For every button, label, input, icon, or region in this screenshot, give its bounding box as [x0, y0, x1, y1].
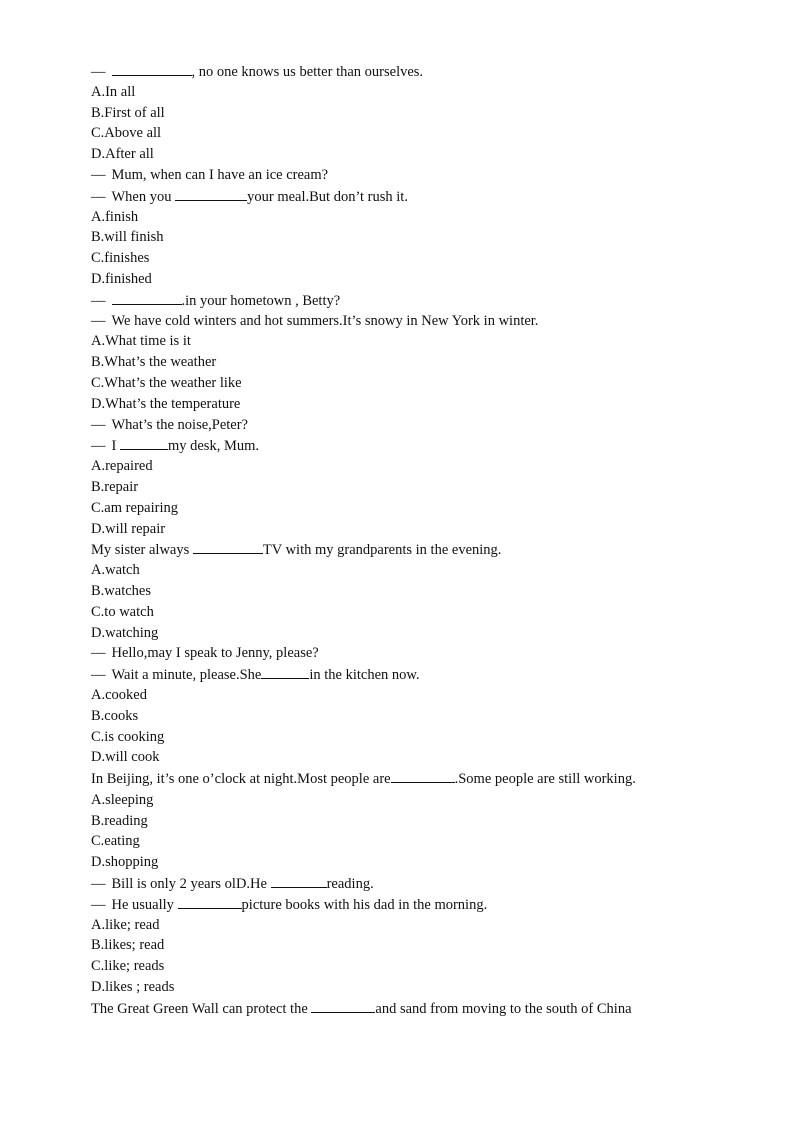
stem-text-after: .Some people are still working. — [454, 771, 636, 788]
stem-text-before: The Great Green Wall can protect the — [91, 1000, 312, 1017]
question-stem-line — [0, 186, 794, 207]
dialogue-dash: — — [91, 416, 106, 433]
question-stem-line — [0, 165, 794, 186]
question-stem-line — [0, 873, 794, 894]
question-1 — [0, 61, 794, 165]
stem-text-after: picture books with his dad in the morning. — [241, 896, 488, 913]
answer-blank — [178, 894, 242, 909]
answer-blank — [193, 539, 263, 554]
dialogue-dash: — — [91, 188, 106, 205]
question-9 — [0, 998, 794, 1020]
stem-text-after: and sand from moving to the south of China — [375, 1000, 632, 1017]
question-stem-line — [0, 311, 794, 332]
dialogue-dash: — — [91, 166, 106, 183]
question-stem-line — [0, 415, 794, 436]
answer-blank — [120, 435, 168, 450]
stem-text-before: He usually — [111, 896, 178, 913]
stem-text-before: What’s the noise,Peter? — [111, 416, 248, 433]
answer-option: A.cooked — [91, 686, 147, 703]
answer-option: A.In all — [91, 83, 136, 100]
answer-blank — [112, 290, 182, 305]
question-8 — [0, 873, 794, 998]
question-3 — [0, 290, 794, 415]
stem-text-before: In Beijing, it’s one o’clock at night.Most people are — [91, 771, 391, 788]
answer-option: D.likes ; reads — [91, 979, 175, 996]
stem-text-after: your meal.But don’t rush it. — [247, 188, 408, 205]
answer-option: A.repaired — [91, 458, 153, 475]
answer-option: D.What’s the temperature — [91, 395, 241, 412]
answer-option: B.will finish — [91, 229, 164, 246]
question-stem-line — [0, 664, 794, 685]
answer-option: B.likes; read — [91, 937, 165, 954]
answer-blank — [391, 768, 455, 783]
answer-blank — [271, 873, 327, 888]
answer-option: A.finish — [91, 208, 139, 225]
answer-option: C.to watch — [91, 603, 154, 620]
stem-text-before: My sister always — [91, 542, 193, 559]
answer-option: C.finishes — [91, 250, 150, 267]
stem-text-before: Mum, when can I have an ice cream? — [111, 166, 329, 183]
question-stem-line — [0, 539, 794, 560]
answer-option: C.is cooking — [91, 728, 165, 745]
stem-text-before: We have cold winters and hot summers.It’s snowy in New York in winter. — [111, 312, 539, 329]
question-stem-line — [0, 61, 794, 82]
answer-option: A.like; read — [91, 916, 160, 933]
question-6 — [0, 643, 794, 768]
answer-option: D.will repair — [91, 520, 166, 537]
answer-blank — [311, 998, 375, 1013]
dialogue-dash: — — [91, 645, 106, 662]
answer-option: D.After all — [91, 146, 154, 163]
dialogue-dash: — — [91, 312, 106, 329]
answer-option: D.watching — [91, 624, 159, 641]
answer-option: C.am repairing — [91, 499, 178, 516]
document-page — [0, 61, 794, 1020]
stem-text-after: my desk, Mum. — [167, 438, 259, 455]
stem-text-after: , no one knows us better than ourselves. — [191, 64, 424, 80]
dialogue-dash: — — [91, 64, 106, 80]
question-stem-line — [0, 894, 794, 915]
question-stem-paragraph — [0, 768, 794, 790]
answer-option: B.First of all — [91, 104, 165, 121]
stem-text-before: Wait a minute, please.She — [111, 667, 262, 684]
question-4 — [0, 415, 794, 540]
answer-option: C.What’s the weather like — [91, 374, 242, 391]
answer-blank — [112, 61, 192, 76]
dialogue-dash: — — [91, 896, 106, 913]
stem-text-after: reading. — [326, 876, 374, 893]
stem-text-before: Hello,may I speak to Jenny, please? — [111, 645, 319, 662]
answer-option: B.watches — [91, 582, 151, 599]
answer-option: C.Above all — [91, 125, 162, 142]
question-5 — [0, 539, 794, 643]
stem-text-after: in the kitchen now. — [309, 667, 420, 684]
stem-text-after: TV with my grandparents in the evening. — [262, 542, 502, 559]
stem-text-before: When you — [111, 188, 176, 205]
answer-option: D.finished — [91, 270, 152, 287]
answer-blank — [261, 664, 309, 679]
question-stem-line — [0, 643, 794, 664]
question-stem-paragraph — [0, 998, 794, 1020]
dialogue-dash: — — [91, 667, 106, 684]
dialogue-dash: — — [91, 876, 106, 893]
stem-text-after: .in your hometown , Betty? — [181, 292, 341, 309]
dialogue-dash: — — [91, 438, 106, 455]
question-stem-line — [0, 290, 794, 311]
stem-text-before: Bill is only 2 years olD.He — [111, 876, 271, 893]
answer-option: C.like; reads — [91, 958, 165, 975]
answer-option: D.shopping — [91, 854, 159, 871]
answer-option: B.repair — [91, 478, 139, 495]
dialogue-dash: — — [91, 292, 106, 309]
question-stem-line — [0, 435, 794, 456]
answer-blank — [175, 186, 247, 201]
answer-option: D.will cook — [91, 749, 160, 766]
answer-option: A.watch — [91, 562, 140, 579]
stem-text-before: I — [111, 438, 120, 455]
question-7 — [0, 768, 794, 873]
question-2 — [0, 165, 794, 290]
answer-option: B.What’s the weather — [91, 354, 217, 371]
answer-option: B.reading — [91, 812, 148, 829]
answer-option: C.eating — [91, 833, 140, 850]
answer-option: A.What time is it — [91, 333, 191, 350]
answer-option: A.sleeping — [91, 791, 154, 808]
answer-option: B.cooks — [91, 707, 139, 724]
